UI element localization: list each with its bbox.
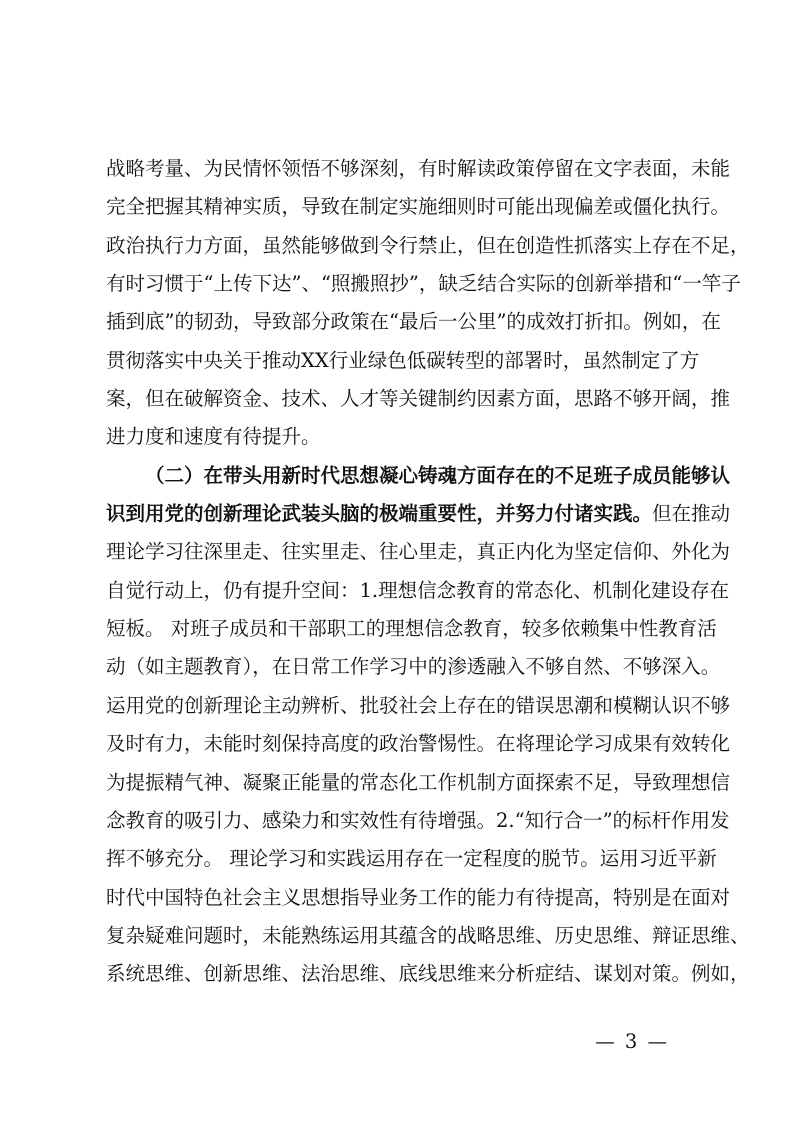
section-heading-line (106, 457, 731, 495)
text-line: 战略考量、为民情怀领悟不够深刻，有时解读政策停留在文字表面，未能 (106, 157, 731, 180)
text-line: 挥不够充分。 理论学习和实践运用存在一定程度的脱节。运用习近平新 (106, 847, 717, 871)
text-line: 动（如主题教育），在日常工作学习中的渗透融入不够自然、不够深入。 (106, 655, 721, 679)
text-line: 理论学习往深里走、往实里走、往心里走，真正内化为坚定信仰、外化为 (106, 540, 731, 564)
text-line: 运用党的创新理论主动辨析、批驳社会上存在的错误思潮和模糊认识不够 (106, 693, 731, 717)
text-line: 复杂疑难问题时，未能熟练运用其蕴含的战略思维、历史思维、辩证思维、 (106, 923, 750, 947)
text-line: 念教育的吸引力、感染力和实效性有待增强。2.“知行合一”的标杆作用发 (106, 808, 730, 832)
body-text (106, 150, 750, 994)
text-line: 有时习惯于“上传下达”、“照搬照抄”，缺乏结合实际的创新举措和“一竿子 (106, 272, 741, 296)
text-line: 自觉行动上，仍有提升空间：1.理想信念教育的常态化、机制化建设存在 (106, 578, 730, 602)
text-line: 贯彻落实中央关于推动XX行业绿色低碳转型的部署时，虽然制定了方 (106, 348, 700, 372)
text-line: 进力度和速度有待提升。 (106, 425, 321, 449)
section-heading-cont: 班子成员能够认 (593, 463, 731, 487)
text-line: 短板。 对班子成员和干部职工的理想信念教育，较多依赖集中性教育活 (106, 617, 717, 641)
section-heading: （二）在带头用新时代思想凝心铸魂方面存在的不足 (145, 463, 594, 487)
text-line: 案，但在破解资金、技术、人才等关键制约因素方面，思路不够开阔，推 (106, 387, 731, 411)
text-line: 系统思维、创新思维、法治思维、底线思维来分析症结、谋划对策。例如， (106, 962, 750, 986)
section-text: 但在推动 (652, 502, 731, 526)
text-line: 政治执行力方面，虽然能够做到令行禁止，但在创造性抓落实上存在不足， (106, 233, 750, 257)
section-heading-line (106, 495, 731, 533)
text-line: 时代中国特色社会主义思想指导业务工作的能力有待提高，特别是在面对 (106, 885, 731, 909)
page-number: — 3 — (595, 1030, 669, 1053)
text-line: 插到底”的韧劲，导致部分政策在“最后一公里”的成效打折扣。例如，在 (106, 310, 721, 334)
section-heading-bold: 识到用党的创新理论武装头脑的极端重要性，并努力付诸实践。 (106, 502, 653, 526)
text-line: 为提振精气神、凝聚正能量的常态化工作机制方面探索不足，导致理想信 (106, 770, 731, 794)
text-line: 及时有力，未能时刻保持高度的政治警惕性。在将理论学习成果有效转化 (106, 732, 731, 756)
text-line: 完全把握其精神实质，导致在制定实施细则时可能出现偏差或僵化执行。 (106, 195, 731, 219)
